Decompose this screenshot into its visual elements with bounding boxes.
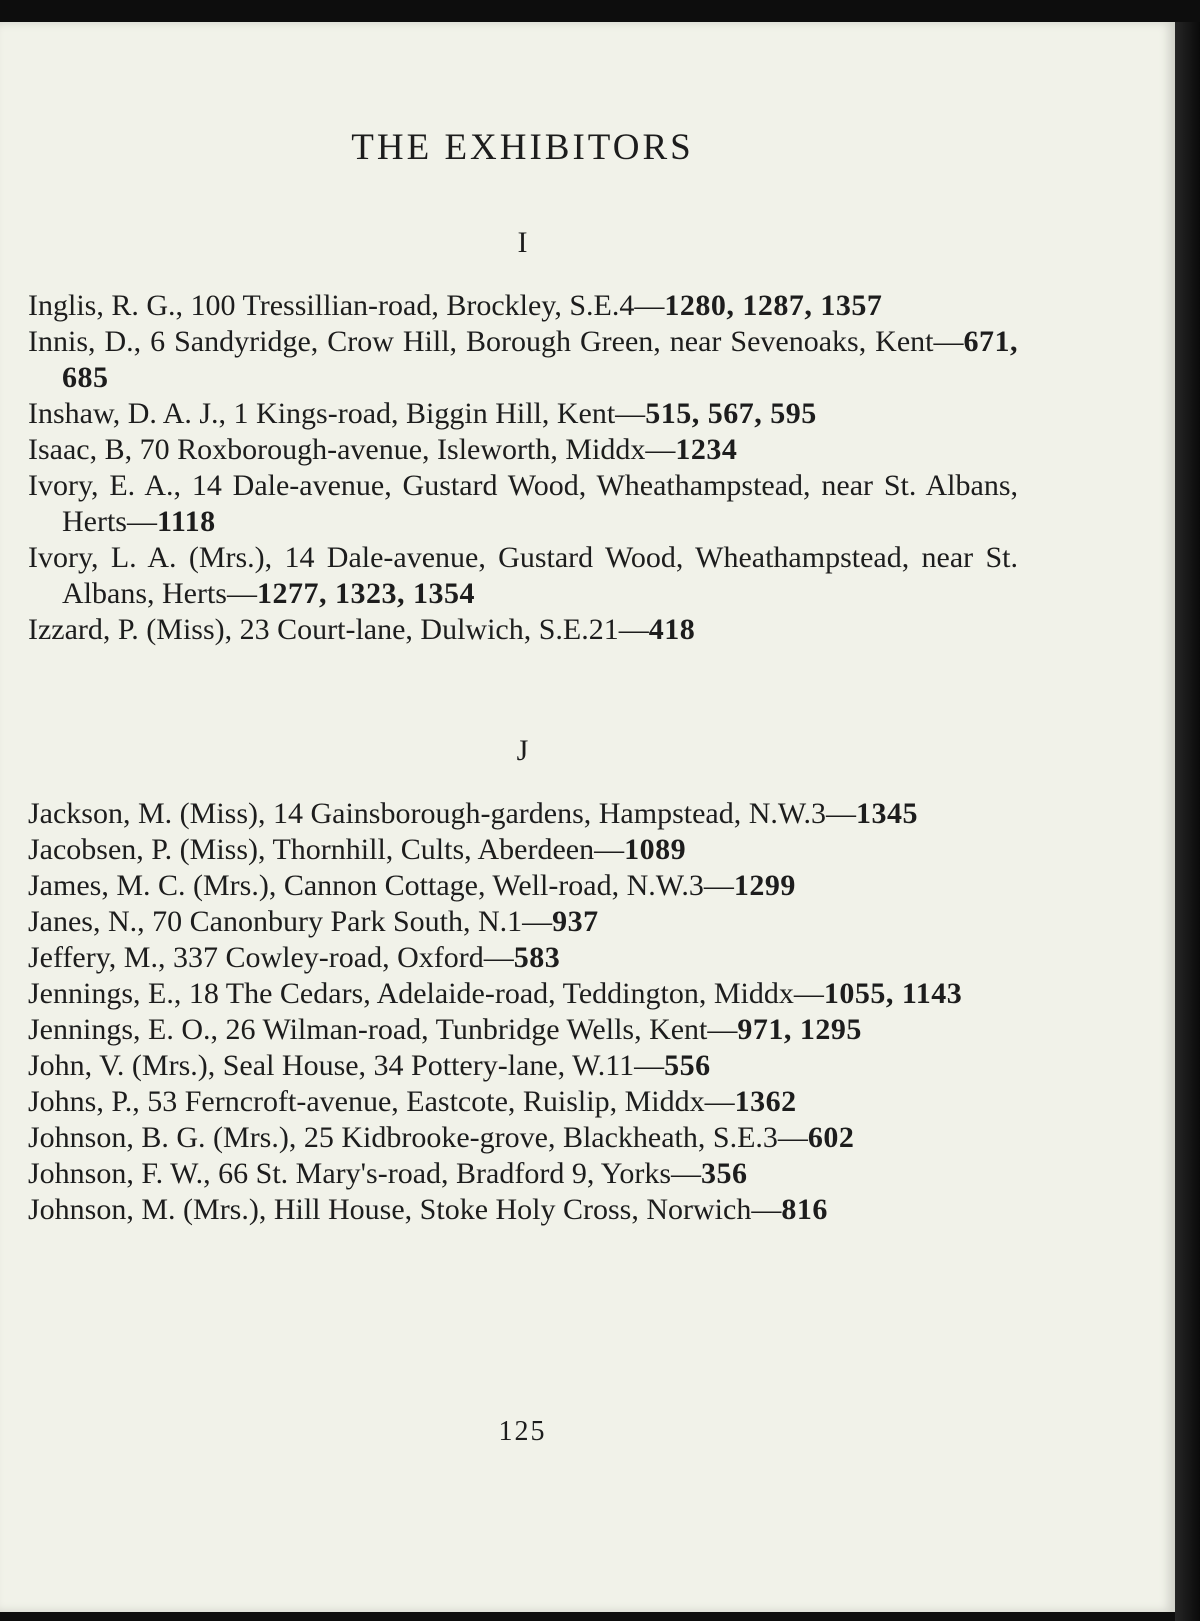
entry-numbers: 1345 [855, 797, 918, 830]
entry-numbers: 671, 685 [62, 325, 1018, 394]
exhibitor-entry [28, 1192, 1018, 1228]
exhibitor-entry [28, 832, 1018, 868]
entry-numbers: 418 [648, 613, 696, 646]
entry-numbers: 1280, 1287, 1357 [664, 289, 883, 322]
entry-numbers: 1277, 1323, 1354 [256, 577, 475, 610]
section-letter-j: J [516, 734, 529, 767]
entry-numbers: 556 [664, 1049, 711, 1082]
exhibitor-entry [28, 1120, 1018, 1156]
exhibitor-entry [28, 868, 1018, 904]
entry-text: Ivory, E. A., 14 Dale-avenue, Gustard Wood, Wheathampstead, near St. Albans, Herts— [28, 469, 1018, 538]
page-title: THE EXHIBITORS [351, 127, 694, 168]
entry-text: Innis, D., 6 Sandyridge, Crow Hill, Borough Green, near Sevenoaks, Kent— [28, 325, 964, 358]
exhibitor-entry [28, 324, 1018, 396]
entry-text: Jackson, M. (Miss), 14 Gainsborough-gardens, Hampstead, N.W.3— [28, 797, 856, 830]
exhibitor-entry [28, 468, 1018, 540]
entry-numbers: 816 [781, 1193, 828, 1226]
book-edge-shadow [1175, 22, 1200, 1621]
entry-numbers: 1089 [624, 833, 687, 866]
exhibitor-list-j [28, 796, 1018, 1228]
exhibitor-entry [28, 1048, 1018, 1084]
exhibitor-entry [28, 540, 1018, 612]
entry-text: Johns, P., 53 Ferncroft-avenue, Eastcote, Ruislip, Middx— [28, 1085, 735, 1118]
entry-text: Inshaw, D. A. J., 1 Kings-road, Biggin Hill, Kent— [28, 397, 646, 430]
entry-numbers: 583 [513, 941, 561, 974]
entry-numbers: 356 [701, 1157, 748, 1190]
exhibitor-list-i [28, 288, 1018, 648]
book-page [0, 22, 1175, 1612]
entry-numbers: 937 [552, 905, 599, 938]
exhibitor-entry [28, 288, 1018, 324]
exhibitor-entry [28, 904, 1018, 940]
entry-text: Janes, N., 70 Canonbury Park South, N.1— [28, 905, 553, 938]
entry-text: John, V. (Mrs.), Seal House, 34 Pottery-lane, W.11— [28, 1049, 665, 1082]
entry-text: James, M. C. (Mrs.), Cannon Cottage, Well-road, N.W.3— [28, 869, 734, 902]
entry-numbers: 602 [807, 1121, 855, 1154]
exhibitor-entry [28, 1012, 1018, 1048]
entry-text: Isaac, B, 70 Roxborough-avenue, Isleworth, Middx— [28, 433, 676, 466]
entry-numbers: 971, 1295 [737, 1013, 862, 1046]
page-number: 125 [498, 1416, 547, 1447]
entry-numbers: 1299 [733, 869, 796, 902]
exhibitor-entry [28, 612, 1018, 648]
entry-text: Inglis, R. G., 100 Tressillian-road, Brockley, S.E.4— [28, 289, 665, 322]
entry-text: Johnson, M. (Mrs.), Hill House, Stoke Holy Cross, Norwich— [28, 1193, 782, 1226]
entry-numbers: 1362 [734, 1085, 797, 1118]
entry-text: Jeffery, M., 337 Cowley-road, Oxford— [28, 941, 514, 974]
exhibitor-entry [28, 796, 1018, 832]
exhibitor-entry [28, 432, 1018, 468]
entry-text: Johnson, B. G. (Mrs.), 25 Kidbrooke-grove, Blackheath, S.E.3— [28, 1121, 808, 1154]
entry-text: Jennings, E. O., 26 Wilman-road, Tunbridge Wells, Kent— [28, 1013, 738, 1046]
entry-numbers: 1234 [675, 433, 738, 466]
entry-numbers: 515, 567, 595 [645, 397, 817, 430]
entry-numbers: 1118 [156, 505, 216, 538]
exhibitor-entry [28, 940, 1018, 976]
entry-numbers: 1055, 1143 [823, 977, 963, 1010]
exhibitor-entry [28, 1084, 1018, 1120]
entry-text: Izzard, P. (Miss), 23 Court-lane, Dulwich, S.E.21— [28, 613, 649, 646]
entry-text: Jennings, E., 18 The Cedars, Adelaide-road, Teddington, Middx— [28, 977, 824, 1010]
entry-text: Johnson, F. W., 66 St. Mary's-road, Bradford 9, Yorks— [28, 1157, 702, 1190]
entry-text: Jacobsen, P. (Miss), Thornhill, Cults, Aberdeen— [28, 833, 625, 866]
section-letter-i: I [517, 226, 528, 259]
exhibitor-entry [28, 1156, 1018, 1192]
exhibitor-entry [28, 976, 1018, 1012]
entry-text: Ivory, L. A. (Mrs.), 14 Dale-avenue, Gustard Wood, Wheathampstead, near St. Albans, Herts— [28, 541, 1018, 610]
exhibitor-entry [28, 396, 1018, 432]
